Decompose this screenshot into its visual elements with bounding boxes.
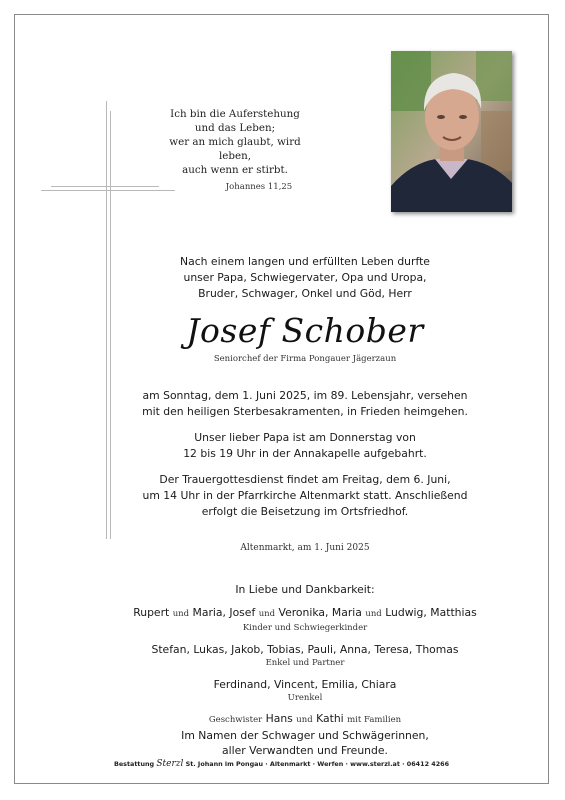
grandchildren-names: Stefan, Lukas, Jakob, Tobias, Pauli, Anna, Teresa, Thomas xyxy=(151,643,459,656)
greatgrandchildren-names: Ferdinand, Vincent, Emilia, Chiara xyxy=(213,678,397,691)
intro-line: Bruder, Schwager, Onkel und Göd, Herr xyxy=(198,287,412,300)
children-block xyxy=(75,605,535,635)
death-paragraph xyxy=(75,388,535,420)
grandchildren-block xyxy=(75,642,535,670)
funeral-home-footer xyxy=(15,759,548,769)
funeral-paragraph xyxy=(75,472,535,520)
closing-text xyxy=(75,728,535,758)
text-line: 12 bis 19 Uhr in der Annakapelle aufgebahrt. xyxy=(183,447,427,460)
text-line: Der Trauergottesdienst findet am Freitag, dem 6. Juni, xyxy=(159,473,451,486)
intro-text xyxy=(75,254,535,302)
greatgrandchildren-relation: Urenkel xyxy=(287,693,323,703)
siblings-line: Geschwister Hans und Kathi mit Familien xyxy=(208,712,402,725)
quote-line: auch wenn er stirbt. xyxy=(182,164,288,176)
intro-line: unser Papa, Schwiegervater, Opa und Uropa, xyxy=(183,271,427,284)
funeral-home-logo: Sterzl xyxy=(156,759,184,769)
text-line: am Sonntag, dem 1. Juni 2025, im 89. Lebensjahr, versehen xyxy=(142,389,468,402)
text-line: um 14 Uhr in der Pfarrkirche Altenmarkt statt. Anschließend xyxy=(142,489,468,502)
text-line: Unser lieber Papa ist am Donnerstag von xyxy=(194,431,416,444)
portrait-photo xyxy=(391,51,512,212)
closing-line: Im Namen der Schwager und Schwägerinnen, xyxy=(181,729,429,742)
quote-reference: Johannes 11,25 xyxy=(225,182,293,192)
grandchildren-relation: Enkel und Partner xyxy=(265,658,345,668)
closing-line: aller Verwandten und Freunde. xyxy=(222,744,388,757)
deceased-subtitle: Seniorchef der Firma Pongauer Jägerzaun xyxy=(213,354,397,364)
text-line: mit den heiligen Sterbesakramenten, in Frieden heimgehen. xyxy=(142,405,468,418)
deceased-name: Josef Schober xyxy=(186,311,424,350)
viewing-paragraph xyxy=(75,430,535,462)
quote-line: Ich bin die Auferstehung xyxy=(170,108,300,120)
mourners-heading: In Liebe und Dankbarkeit: xyxy=(235,583,375,596)
footer-prefix: Bestattung xyxy=(113,760,155,768)
quote-line: wer an mich glaubt, wird leben, xyxy=(169,136,301,162)
children-names: Rupert und Maria, Josef und Veronika, Maria und Ludwig, Matthias xyxy=(133,606,477,619)
greatgrandchildren-block xyxy=(75,677,535,705)
children-relation: Kinder und Schwiegerkinder xyxy=(242,623,368,633)
quote-line: und das Leben; xyxy=(194,122,276,134)
text-line: erfolgt die Beisetzung im Ortsfriedhof. xyxy=(201,505,409,518)
place-date: Altenmarkt, am 1. Juni 2025 xyxy=(240,543,370,553)
bible-quote xyxy=(155,107,315,194)
footer-text: St. Johann im Pongau · Altenmarkt · Werfen · www.sterzl.at · 06412 4266 xyxy=(185,760,450,768)
page-frame xyxy=(14,14,549,784)
intro-line: Nach einem langen und erfüllten Leben durfte xyxy=(180,255,430,268)
